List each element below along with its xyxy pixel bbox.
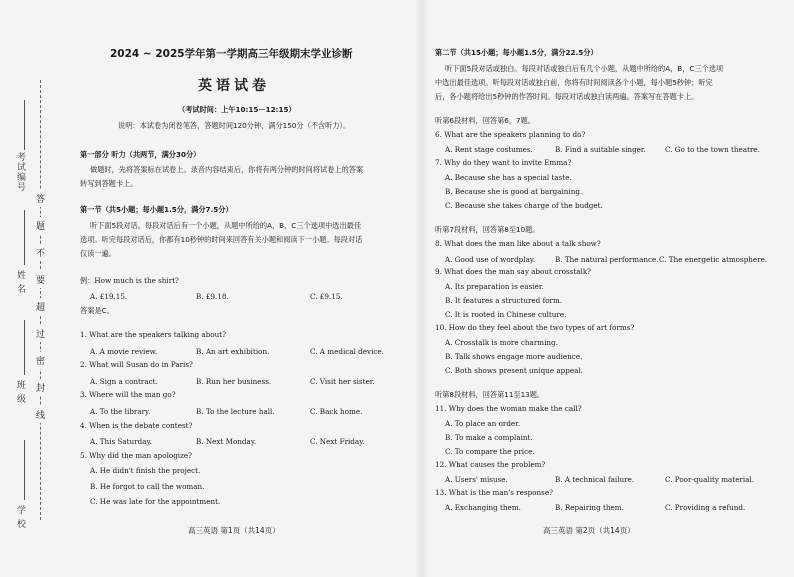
class-line xyxy=(24,320,25,375)
sec1-text: 选项。听完每段对话后，你都有10秒钟的时间来回答有关小题和阅读下一小题。每段对话 xyxy=(80,235,363,244)
question: 4. When is the debate contest? xyxy=(80,421,193,430)
warning-char: 封 xyxy=(36,379,45,396)
question: 1. What are the speakers talking about? xyxy=(80,330,227,339)
sec2-text: 后，各小题将给出5秒钟的作答时间。每段对话或独白读两遍。答案写在答题卡上。 xyxy=(435,92,699,101)
option: A. A movie review. xyxy=(90,347,158,356)
question: 5. Why did the man apologize? xyxy=(80,451,192,460)
option: A. Its preparation is easier. xyxy=(445,282,544,291)
warning-char: 密 xyxy=(36,352,45,369)
option: A. Rent stage costumes. xyxy=(445,145,533,154)
class-label: 班 级 xyxy=(15,380,25,404)
page-footer: 高三英语 第2页（共14页） xyxy=(543,526,635,535)
option: B. It features a structured form. xyxy=(445,296,563,305)
question: 11. Why does the woman make the call? xyxy=(435,404,582,413)
option: B. To make a complaint. xyxy=(445,433,533,442)
option: C. Go to the town theatre. xyxy=(665,145,760,154)
option: B. He forgot to call the woman. xyxy=(90,482,205,491)
page-2 xyxy=(433,0,773,577)
option: C. Because she takes charge of the budget. xyxy=(445,201,603,210)
question: 10. How do they feel about the two types of art forms? xyxy=(435,323,635,332)
option: B. Talk shows engage more audience. xyxy=(445,352,583,361)
option: C. Visit her sister. xyxy=(310,377,375,386)
school-label: 学 校 xyxy=(15,505,25,529)
exam-title: 2024 ~ 2025学年第一学期高三年级期末学业诊断 xyxy=(110,48,353,60)
option: B. Run her business. xyxy=(196,377,272,386)
option: A. Because she has a special taste. xyxy=(445,173,572,182)
question: 6. What are the speakers planning to do? xyxy=(435,130,586,139)
example-answer: 答案是C。 xyxy=(80,306,114,315)
option: A. Users' misuse. xyxy=(445,475,508,484)
page-footer: 高三英语 第1页（共14页） xyxy=(188,526,280,535)
page-fold xyxy=(415,0,429,577)
option: C. A medical device. xyxy=(310,347,384,356)
part1-text: 转写到答题卡上。 xyxy=(80,179,138,188)
option: B. Find a suitable singer. xyxy=(555,145,646,154)
sec1-text: 仅读一遍。 xyxy=(80,249,116,258)
option: C. He was late for the appointment. xyxy=(90,497,221,506)
option: C. Providing a refund. xyxy=(665,503,746,512)
warning-char: 线 xyxy=(36,406,45,423)
option: B. An art exhibition. xyxy=(196,347,270,356)
part1-heading: 第一部分 听力（共两节，满分30分） xyxy=(80,150,201,159)
option: A. Sign a contract. xyxy=(90,377,158,386)
material-heading: 听第7段材料，回答第8至10题。 xyxy=(435,225,540,234)
option: B. To the lecture hall. xyxy=(196,407,275,416)
exam-no-line xyxy=(24,100,25,150)
option: C. It is rooted in Chinese culture. xyxy=(445,310,567,319)
sec1-heading: 第一节（共5小题；每小题1.5分，满分7.5分） xyxy=(80,205,233,214)
exam-time: （考试时间：上午10:15－12:15） xyxy=(178,105,296,114)
example-option: A. £19.15. xyxy=(90,292,128,301)
option: B. Repairing them. xyxy=(555,503,624,512)
material-heading: 听第8段材料，回答第11至13题。 xyxy=(435,390,545,399)
option: C. The energetic atmosphere. xyxy=(659,255,768,264)
option: C. Both shows present unique appeal. xyxy=(445,366,583,375)
sec2-heading: 第二节（共15小题；每小题1.5分，满分22.5分） xyxy=(435,48,598,57)
question: 8. What does the man like about a talk show? xyxy=(435,239,601,248)
warning-char: 要 xyxy=(36,271,45,288)
warning-char: 题 xyxy=(36,217,45,234)
option: C. Poor-quality material. xyxy=(665,475,755,484)
option: B. Because she is good at bargaining. xyxy=(445,187,583,196)
material-heading: 听第6段材料，回答第6，7题。 xyxy=(435,116,535,125)
question: 13. What is the man's response? xyxy=(435,488,553,497)
question: 3. Where will the man go? xyxy=(80,390,176,399)
option: C. To compare the price. xyxy=(445,447,535,456)
option: A. To place an order. xyxy=(445,419,521,428)
warning-char: 不 xyxy=(36,244,45,261)
exam-subject: 英语试卷 xyxy=(198,78,270,94)
exam-note: 说明：本试卷为闭卷笔答，答题时间120分钟，满分150分（不含听力）。 xyxy=(118,121,351,130)
school-line xyxy=(24,440,25,500)
option: A. To the library. xyxy=(90,407,151,416)
warning-char: 答 xyxy=(36,190,45,207)
option: C. Next Friday. xyxy=(310,437,365,446)
binding-margin xyxy=(0,0,62,577)
warning-char: 过 xyxy=(36,325,45,342)
question: 2. What will Susan do in Paris? xyxy=(80,360,193,369)
option: A. This Saturday. xyxy=(90,437,152,446)
sec1-text: 听下面5段对话。每段对话后有一个小题，从题中所给的A，B，C三个选项中选出最佳 xyxy=(90,221,362,230)
option: B. The natural performance. xyxy=(555,255,659,264)
option: A. Crosstalk is more charming. xyxy=(445,338,558,347)
warning-char: 超 xyxy=(36,298,45,315)
part1-text: 做题时，先将答案标在试卷上。录音内容结束后，你将有两分钟的时间将试卷上的答案 xyxy=(90,165,364,174)
example-question: 例：How much is the shirt? xyxy=(80,276,179,285)
question: 9. What does the man say about crosstalk? xyxy=(435,267,592,276)
name-label: 姓 名 xyxy=(15,270,25,294)
option: B. Next Monday. xyxy=(196,437,257,446)
option: C. Back home. xyxy=(310,407,363,416)
option: A. He didn't finish the project. xyxy=(90,466,201,475)
name-line xyxy=(24,210,25,265)
exam-no-label: 考试编号 xyxy=(15,152,25,192)
page-1 xyxy=(78,0,408,577)
question: 7. Why do they want to invite Emma? xyxy=(435,158,572,167)
option: A. Exchanging them. xyxy=(445,503,521,512)
example-option: C. £9.15. xyxy=(310,292,343,301)
option: B. A technical failure. xyxy=(555,475,635,484)
question: 12. What causes the problem? xyxy=(435,460,546,469)
example-option: B. £9.18. xyxy=(196,292,229,301)
sec2-text: 中选出最佳选项。听每段对话或独白前，你将有时间阅读各个小题，每小题5秒钟；听完 xyxy=(435,78,713,87)
sec2-text: 听下面5段对话或独白。每段对话或独白后有几个小题，从题中所给的A，B，C三个选项 xyxy=(445,64,724,73)
option: A. Good use of wordplay. xyxy=(445,255,536,264)
